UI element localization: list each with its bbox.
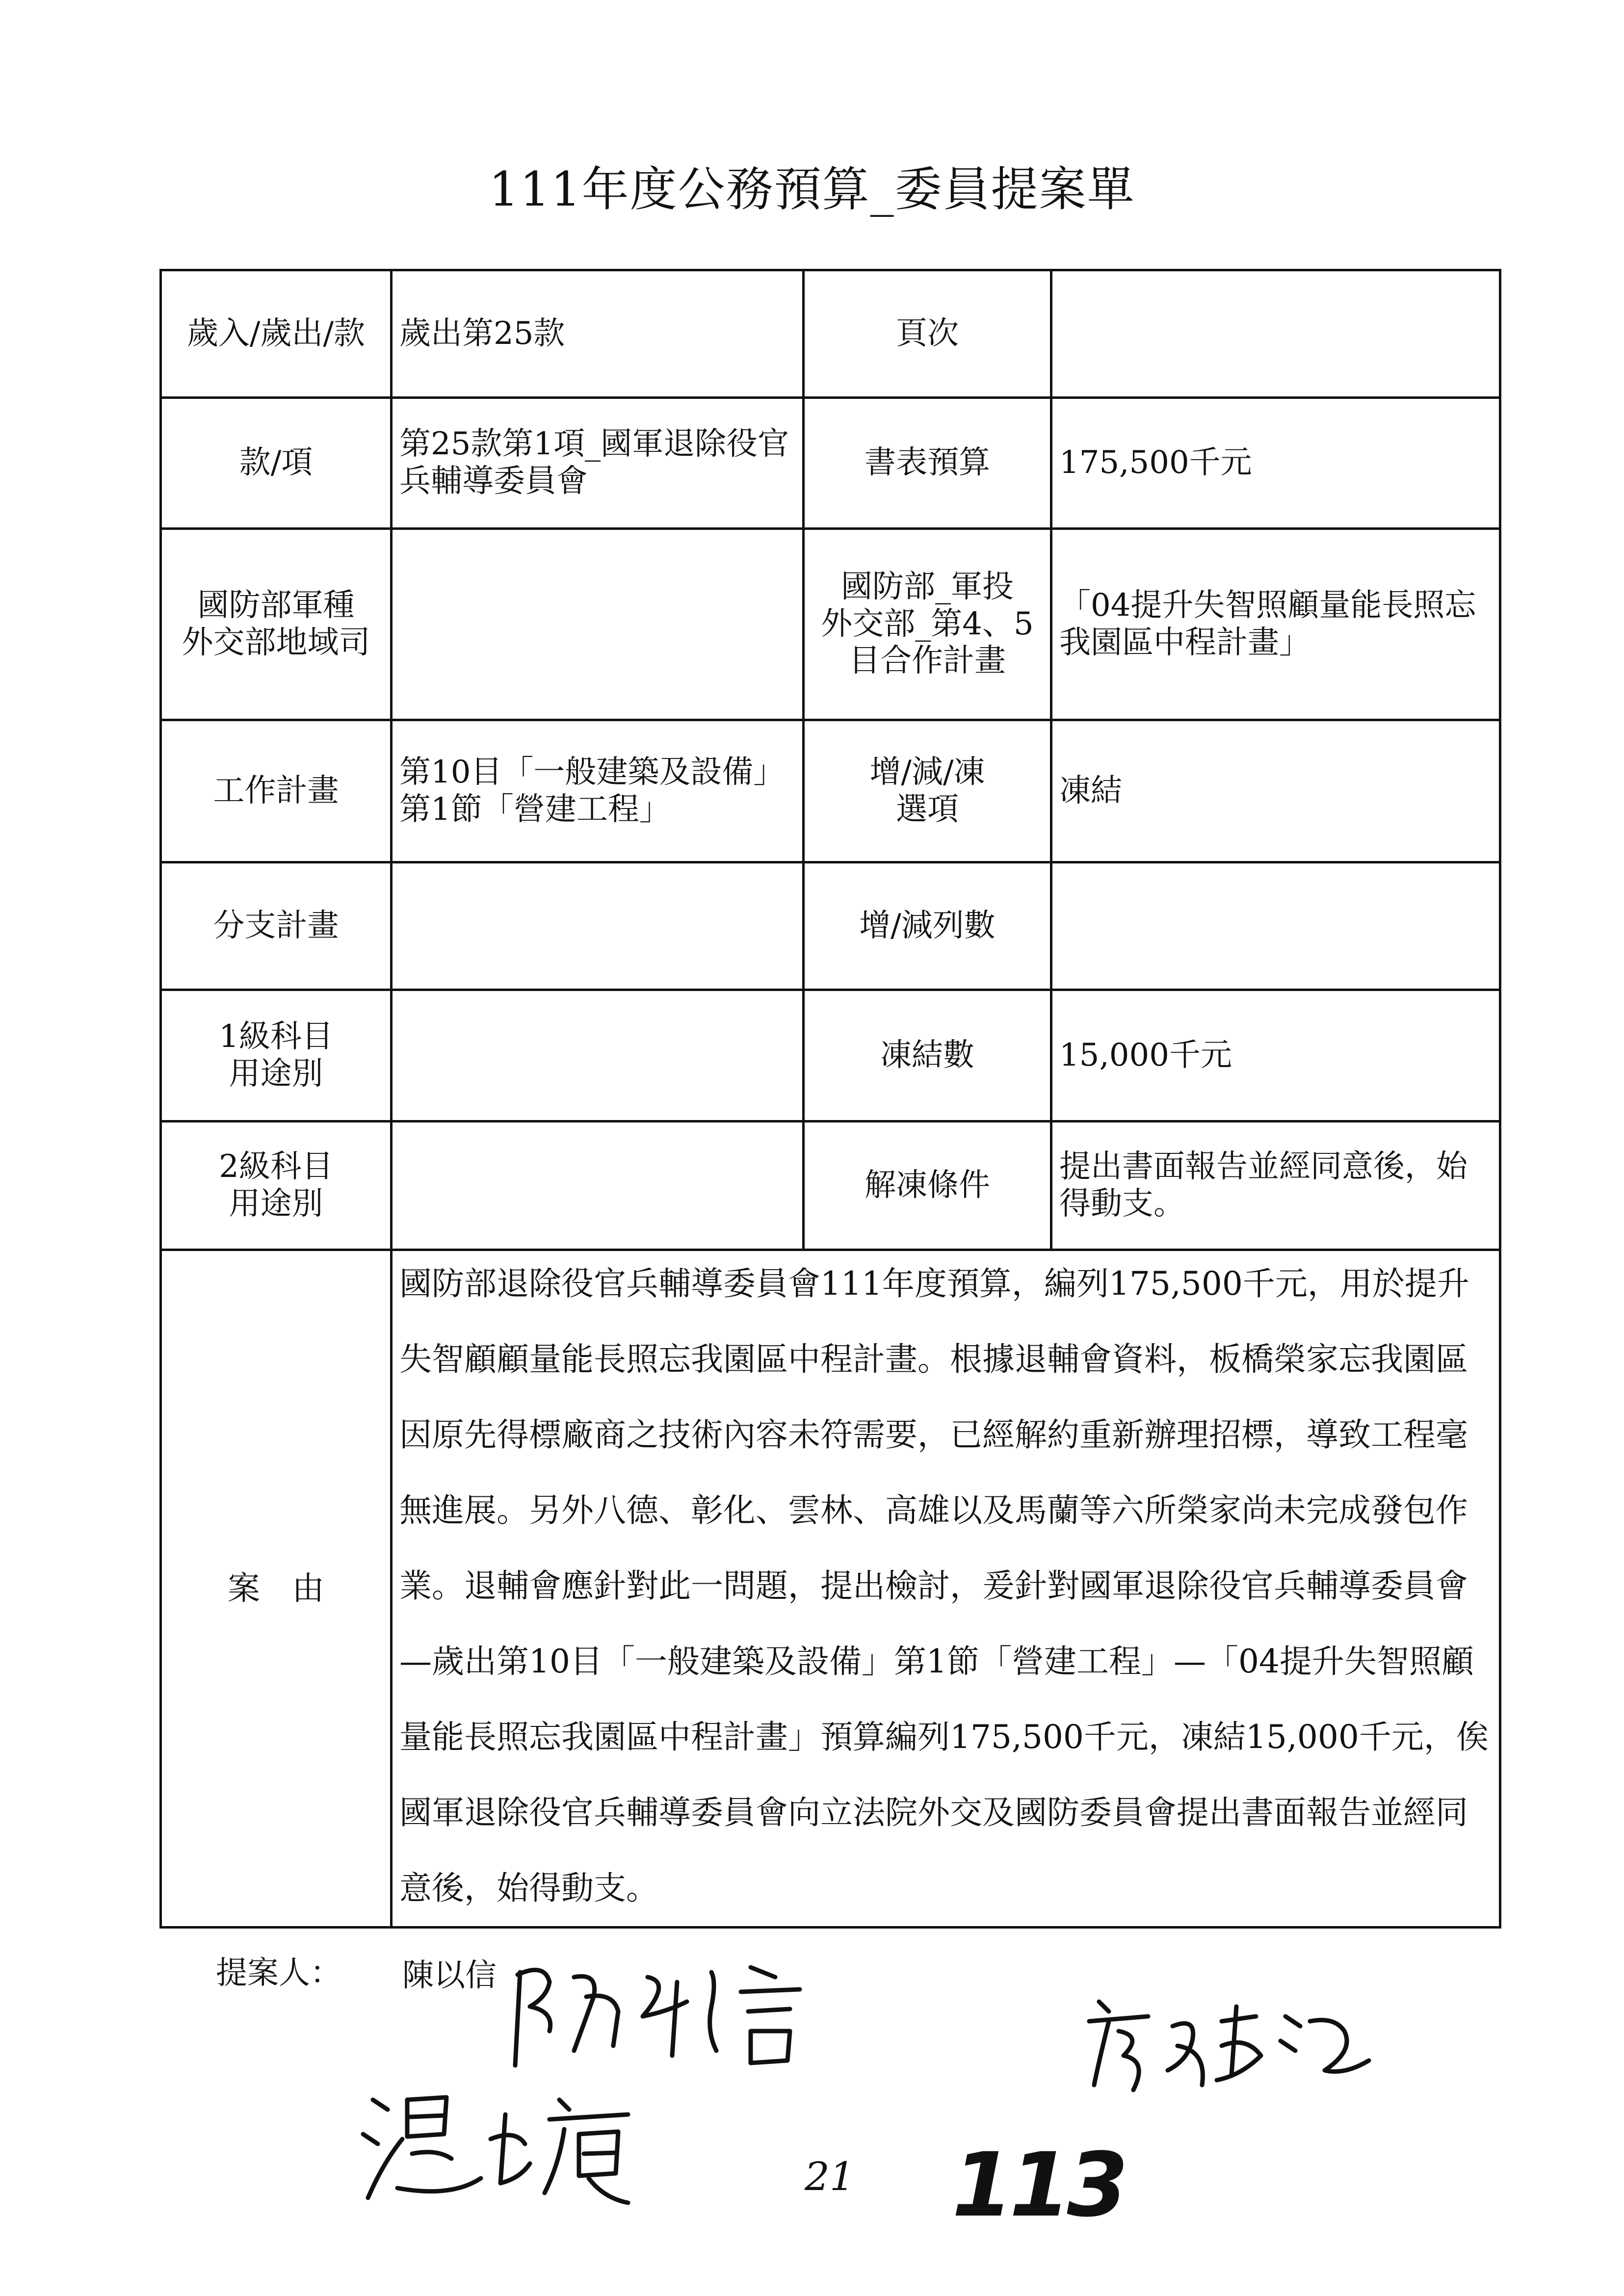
value-work-plan: 第10目「一般建築及設備」第1節「營建工程」 bbox=[392, 720, 804, 862]
value-item: 第25款第1項_國軍退除役官兵輔導委員會 bbox=[392, 398, 804, 529]
label-item: 款/項 bbox=[161, 398, 392, 529]
table-row bbox=[161, 1250, 1500, 1928]
value-page bbox=[1051, 270, 1500, 398]
label-level1-subject: 1級科目 用途別 bbox=[161, 990, 392, 1122]
signature-area bbox=[0, 1938, 1624, 2296]
value-military-region bbox=[392, 529, 804, 720]
label-branch-plan: 分支計畫 bbox=[161, 862, 392, 990]
proposer-name: 陳以信 bbox=[402, 1957, 497, 1994]
reason-label-b: 由 bbox=[292, 1569, 324, 1608]
table-row bbox=[161, 720, 1500, 862]
proposal-form-table bbox=[159, 269, 1501, 1929]
value-branch-plan bbox=[392, 862, 804, 990]
label-reason bbox=[161, 1250, 392, 1928]
reason-text-cell bbox=[392, 1250, 1500, 1928]
label-page: 頁次 bbox=[804, 270, 1051, 398]
value-frozen-amount: 15,000千元 bbox=[1051, 990, 1500, 1122]
reason-text: 國防部退除役官兵輔導委員會111年度預算，編列175,500千元，用於提升失智顧顧量能長照忘我園區中程計畫。根據退輔會資料，板橋榮家忘我園區因原先得標廠商之技術內容未符需要，已經解約重新辦理招標，導致工程毫無進展。另外八德、彰化、雲林、高雄以及馬蘭等六所榮家尚未完成發包作業。退輔會應針對此一問題，提出檢討，爰針對國軍退除役官兵輔導委員會—歲出第10目「一般建築及設備」第1節「營建工程」—「04提升失智照顧量能長照忘我園區中程計畫」預算編列175,500千元，凍結15,000千元，俟國軍退除役官兵輔導委員會向立法院外交及國防委員會提出書面報告並經同意後，始得動支。 bbox=[399, 1265, 1489, 1907]
table-row bbox=[161, 862, 1500, 990]
signature-chen-yi-hsin bbox=[500, 1953, 854, 2080]
value-unfreeze-condition: 提出書面報告並經同意後，始得動支。 bbox=[1051, 1122, 1500, 1250]
proposer-label: 提案人： bbox=[216, 1955, 341, 1991]
signature-right bbox=[1079, 1987, 1384, 2100]
label-budget: 書表預算 bbox=[804, 398, 1051, 529]
label-work-plan: 工作計畫 bbox=[161, 720, 392, 862]
value-level2-subject bbox=[392, 1122, 804, 1250]
label-unfreeze-condition: 解凍條件 bbox=[804, 1122, 1051, 1250]
label-military-region: 國防部軍種 外交部地域司 bbox=[161, 529, 392, 720]
value-revenue-expense: 歲出第25款 bbox=[392, 270, 804, 398]
page-number-b bbox=[952, 2134, 1125, 2237]
value-option: 凍結 bbox=[1051, 720, 1500, 862]
reason-label-a: 案 bbox=[228, 1569, 260, 1608]
value-budget: 175,500千元 bbox=[1051, 398, 1500, 529]
page-number-b-text: 113 bbox=[952, 2134, 1125, 2237]
signature-left bbox=[353, 2080, 667, 2213]
page-number-a bbox=[805, 2154, 855, 2199]
table-row bbox=[161, 1122, 1500, 1250]
value-change-amount bbox=[1051, 862, 1500, 990]
label-level2-subject: 2級科目 用途別 bbox=[161, 1122, 392, 1250]
value-cooperation-plan: 「04提升失智照顧量能長照忘我園區中程計畫」 bbox=[1051, 529, 1500, 720]
label-change-amount: 增/減列數 bbox=[804, 862, 1051, 990]
table-row bbox=[161, 529, 1500, 720]
page-number-a-text: 21 bbox=[805, 2154, 855, 2199]
label-option: 增/減/凍 選項 bbox=[804, 720, 1051, 862]
table-row bbox=[161, 270, 1500, 398]
label-cooperation-plan: 國防部_軍投 外交部_第4、5 目合作計畫 bbox=[804, 529, 1051, 720]
form-title: 111年度公務預算_委員提案單 bbox=[489, 162, 1135, 217]
table-row bbox=[161, 398, 1500, 529]
label-revenue-expense: 歲入/歲出/款 bbox=[161, 270, 392, 398]
label-frozen-amount: 凍結數 bbox=[804, 990, 1051, 1122]
table-row bbox=[161, 990, 1500, 1122]
value-level1-subject bbox=[392, 990, 804, 1122]
